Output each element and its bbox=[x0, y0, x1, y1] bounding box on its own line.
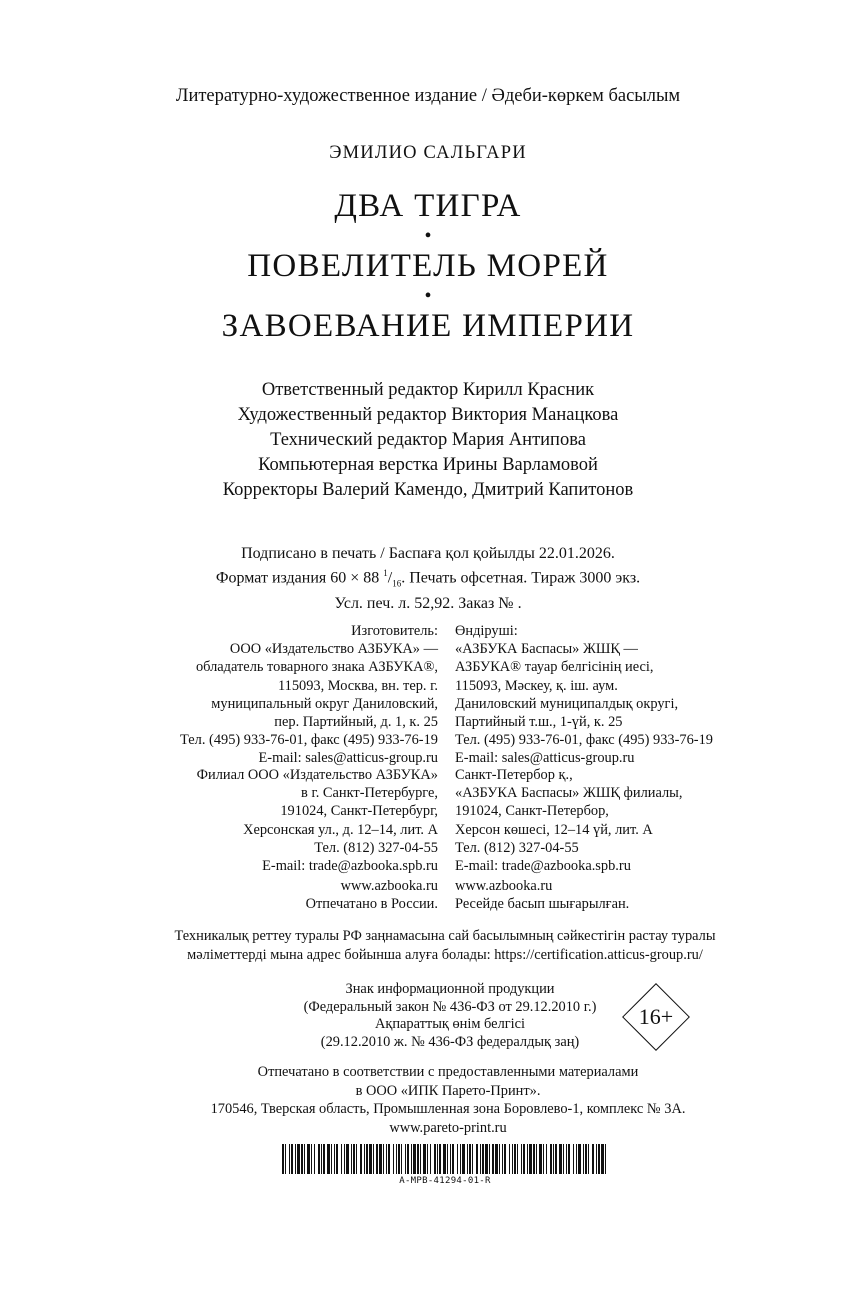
branch-ru-line: Тел. (812) 327-04-55 bbox=[314, 839, 438, 856]
barcode-bar bbox=[592, 1144, 594, 1174]
barcode-bar bbox=[321, 1144, 322, 1174]
age-rating-badge bbox=[622, 983, 690, 1051]
barcode-bar bbox=[401, 1144, 402, 1174]
barcode-bar bbox=[301, 1144, 303, 1174]
title-separator-2: • bbox=[424, 285, 432, 307]
editors-block bbox=[0, 378, 856, 503]
barcode-bar bbox=[423, 1144, 426, 1174]
barcode-bar bbox=[543, 1144, 544, 1174]
manufacturer-kz-line: Тел. (495) 933-76-01, факс (495) 933-76-19 bbox=[455, 732, 713, 749]
print-info-block bbox=[0, 544, 856, 613]
title-3: ЗАВОЕВАНИЕ ИМПЕРИИ bbox=[221, 308, 635, 344]
format-suffix: . Печать офсетная. Тираж 3000 экз. bbox=[401, 568, 641, 586]
barcode-bar bbox=[553, 1144, 554, 1174]
barcode-bar bbox=[480, 1144, 481, 1174]
barcode-bar bbox=[420, 1144, 421, 1174]
manufacturer-kz-line: 115093, Мәскеу, қ. іш. аум. bbox=[455, 677, 618, 694]
title-2: ПОВЕЛИТЕЛЬ МОРЕЙ bbox=[247, 248, 609, 284]
barcode-bar bbox=[460, 1144, 461, 1174]
age-rating-label: 16+ bbox=[638, 1004, 674, 1029]
barcode-bar bbox=[568, 1144, 570, 1174]
barcode-bar bbox=[504, 1144, 506, 1174]
manufacturer-kz-email: E-mail: sales@atticus-group.ru bbox=[455, 750, 635, 767]
barcode-bar bbox=[539, 1144, 542, 1174]
barcode-bar bbox=[285, 1144, 286, 1174]
barcode-bar bbox=[304, 1144, 305, 1174]
editor-line: Корректоры Валерий Камендо, Дмитрий Капитонов bbox=[222, 480, 634, 500]
info-sign-line: (29.12.2010 ж. № 436-ФЗ федералдық заң) bbox=[320, 1033, 580, 1050]
barcode-bar bbox=[373, 1144, 374, 1174]
barcode-bar bbox=[439, 1144, 441, 1174]
barcode-bar bbox=[353, 1144, 355, 1174]
barcode-bar bbox=[291, 1144, 293, 1174]
author-name: ЭМИЛИО САЛЬГАРИ bbox=[329, 143, 527, 163]
barcode-bar bbox=[523, 1144, 525, 1174]
barcode-bar bbox=[443, 1144, 446, 1174]
barcode-bar bbox=[407, 1144, 409, 1174]
manufacturer-kz-line: Даниловский муниципалдық округі, bbox=[455, 695, 679, 712]
info-sign-block bbox=[240, 981, 660, 1051]
barcode-bar bbox=[521, 1144, 522, 1174]
manufacturer-ru-line: муниципальный округ Даниловский, bbox=[211, 695, 438, 712]
site-kz bbox=[455, 877, 835, 913]
barcode-bar bbox=[388, 1144, 390, 1174]
genre-line: Литературно-художественное издание / Әдеби-көркем басылым bbox=[175, 86, 681, 106]
barcode-bar bbox=[327, 1144, 330, 1174]
branch-kz-line: Тел. (812) 327-04-55 bbox=[455, 839, 579, 856]
barcode-bar bbox=[457, 1144, 458, 1174]
manufacturer-kz-line: АЗБУКА® тауар белгісінің иесі, bbox=[455, 659, 654, 676]
manufacturer-kz bbox=[455, 622, 835, 768]
barcode-bar bbox=[334, 1144, 335, 1174]
barcode-bar bbox=[472, 1144, 473, 1174]
manufacturer-ru-line: ООО «Издательство АЗБУКА» — bbox=[229, 641, 438, 658]
barcode-bar bbox=[529, 1144, 532, 1174]
barcode-bar bbox=[462, 1144, 465, 1174]
tech-regulation bbox=[0, 927, 856, 964]
branch-kz bbox=[455, 766, 835, 875]
manufacturer-ru-line: Изготовитель: bbox=[351, 623, 438, 639]
title-separator-1: • bbox=[424, 225, 432, 247]
barcode-bar bbox=[550, 1144, 552, 1174]
barcode-bar bbox=[585, 1144, 587, 1174]
format-denominator: 16 bbox=[392, 578, 402, 589]
barcode-bar bbox=[447, 1144, 448, 1174]
info-sign-line: Ақпараттық өнім белгісі bbox=[374, 1016, 526, 1032]
editor-line: Художественный редактор Виктория Манацкова bbox=[237, 405, 619, 425]
barcode-bar bbox=[533, 1144, 535, 1174]
barcode-bar bbox=[469, 1144, 471, 1174]
barcode-bar bbox=[450, 1144, 451, 1174]
barcode-bar bbox=[578, 1144, 581, 1174]
branch-ru-line: 191024, Санкт-Петербург, bbox=[280, 803, 438, 820]
manufacturer-ru-line: Тел. (495) 933-76-01, факс (495) 933-76-19 bbox=[180, 732, 438, 749]
barcode-bar bbox=[336, 1144, 338, 1174]
info-sign-line: Знак информационной продукции bbox=[345, 981, 555, 997]
barcode-bar bbox=[476, 1144, 478, 1174]
barcode-bar bbox=[492, 1144, 494, 1174]
tech-regulation-line: мәліметтерді мына адрес бойынша алуға болады: https://certification.atticus-group.ru/ bbox=[187, 946, 703, 963]
barcode-bar bbox=[583, 1144, 584, 1174]
format-slash: / bbox=[387, 568, 393, 586]
printed-in-kz: Ресейде басып шығарылған. bbox=[455, 896, 630, 913]
barcode-bar bbox=[311, 1144, 312, 1174]
branch-ru-email: E-mail: trade@azbooka.spb.ru bbox=[262, 858, 438, 875]
barcode-bar bbox=[405, 1144, 406, 1174]
info-sign-line: (Федеральный закон № 436-ФЗ от 29.12.2010 г.) bbox=[303, 998, 597, 1015]
branch-ru-line: Филиал ООО «Издательство АЗБУКА» bbox=[196, 767, 438, 783]
barcode-bar bbox=[576, 1144, 577, 1174]
printer-line: в ООО «ИПК Парето-Принт». bbox=[355, 1082, 541, 1099]
barcode-bar bbox=[427, 1144, 428, 1174]
barcode-bar bbox=[383, 1144, 384, 1174]
barcode-bar bbox=[364, 1144, 365, 1174]
barcode-bar bbox=[297, 1144, 300, 1174]
barcode-bar bbox=[398, 1144, 400, 1174]
barcode-bar bbox=[393, 1144, 394, 1174]
barcode-bar bbox=[495, 1144, 498, 1174]
format-prefix: Формат издания 60 × 88 bbox=[215, 568, 384, 586]
barcode-bar bbox=[323, 1144, 325, 1174]
barcode-bar bbox=[366, 1144, 368, 1174]
branch-kz-line: Санкт-Петербор қ., bbox=[455, 767, 573, 783]
barcode-bar bbox=[282, 1144, 284, 1174]
editor-line: Компьютерная верстка Ирины Варламовой bbox=[258, 455, 598, 475]
manufacturer-kz-line: Партийный т.ш., 1-үй, к. 25 bbox=[455, 714, 623, 731]
barcode-bar bbox=[598, 1144, 600, 1174]
barcode-bar bbox=[411, 1144, 412, 1174]
barcode-bar bbox=[307, 1144, 310, 1174]
barcode-bar bbox=[434, 1144, 436, 1174]
branch-ru-line: Херсонская ул., д. 12–14, лит. А bbox=[243, 821, 438, 838]
printed-in-ru: Отпечатано в России. bbox=[305, 896, 438, 913]
barcode-bar bbox=[596, 1144, 597, 1174]
barcode-bar bbox=[413, 1144, 416, 1174]
editor-line: Технический редактор Мария Антипова bbox=[270, 430, 586, 450]
editor-line: Ответственный редактор Кирилл Красник bbox=[261, 380, 595, 400]
branch-kz-line: 191024, Санкт-Петербор, bbox=[455, 803, 609, 820]
website-ru: www.azbooka.ru bbox=[340, 878, 438, 894]
barcode-bar bbox=[351, 1144, 352, 1174]
barcode-bar bbox=[376, 1144, 378, 1174]
manufacturer-ru-line: обладатель товарного знака АЗБУКА®, bbox=[195, 659, 438, 676]
barcode-bar bbox=[563, 1144, 564, 1174]
format-line bbox=[0, 564, 856, 594]
barcode-bar bbox=[467, 1144, 468, 1174]
manufacturer-ru-line: пер. Партийный, д. 1, к. 25 bbox=[274, 714, 438, 731]
signed-date: Подписано в печать / Баспаға қол қойылды 22.01.2026. bbox=[241, 545, 615, 562]
website-kz: www.azbooka.ru bbox=[455, 878, 553, 894]
barcode-bar bbox=[555, 1144, 557, 1174]
format-numerator: 1 bbox=[383, 567, 388, 578]
printer-website: www.pareto-print.ru bbox=[389, 1119, 507, 1136]
barcode-bar bbox=[588, 1144, 589, 1174]
barcode-bar bbox=[536, 1144, 537, 1174]
branch-ru bbox=[0, 766, 438, 875]
branch-kz-line: Херсон көшесі, 12–14 үй, лит. А bbox=[455, 821, 653, 838]
barcode-bar bbox=[344, 1144, 345, 1174]
barcode-bar bbox=[396, 1144, 397, 1174]
barcode-bar bbox=[601, 1144, 604, 1174]
barcode-bar bbox=[360, 1144, 362, 1174]
tech-regulation-line: Техникалық реттеу туралы РФ заңнамасына сай басылымның сәйкестігін растау туралы bbox=[174, 928, 716, 944]
barcode-bar bbox=[314, 1144, 315, 1174]
barcode-bar bbox=[546, 1144, 547, 1174]
barcode-bar bbox=[331, 1144, 332, 1174]
barcode-bar bbox=[318, 1144, 320, 1174]
manufacturer-kz-line: «АЗБУКА Баспасы» ЖШҚ — bbox=[455, 641, 638, 658]
barcode-bar bbox=[437, 1144, 438, 1174]
printer-line: 170546, Тверская область, Промышленная зона Боровлево-1, комплекс № 3А. bbox=[210, 1101, 686, 1117]
titles-block bbox=[0, 186, 856, 346]
barcode-icon bbox=[282, 1144, 608, 1174]
barcode-bar bbox=[489, 1144, 490, 1174]
barcode-bar bbox=[346, 1144, 349, 1174]
sheets-line: Усл. печ. л. 52,92. Заказ № . bbox=[334, 594, 522, 612]
barcode-bar bbox=[509, 1144, 510, 1174]
manufacturer-kz-line: Өндіруші: bbox=[455, 623, 518, 639]
barcode-bar bbox=[482, 1144, 484, 1174]
barcode-bar bbox=[386, 1144, 387, 1174]
manufacturer-ru bbox=[0, 622, 438, 768]
barcode-bar bbox=[517, 1144, 518, 1174]
barcode-bar bbox=[512, 1144, 513, 1174]
site-ru bbox=[0, 877, 438, 913]
barcode-bar bbox=[341, 1144, 342, 1174]
barcode-bar bbox=[559, 1144, 562, 1174]
barcode-bar bbox=[566, 1144, 567, 1174]
barcode-bar bbox=[452, 1144, 454, 1174]
manufacturer-ru-email: E-mail: sales@atticus-group.ru bbox=[258, 750, 438, 767]
barcode-bar bbox=[356, 1144, 357, 1174]
branch-kz-line: «АЗБУКА Баспасы» ЖШҚ филиалы, bbox=[455, 785, 683, 802]
barcode-bar bbox=[514, 1144, 516, 1174]
barcode-bar bbox=[379, 1144, 382, 1174]
barcode-code: A-MPB-41294-01-R bbox=[399, 1176, 491, 1186]
branch-ru-line: в г. Санкт-Петербурге, bbox=[301, 785, 438, 802]
barcode-bar bbox=[417, 1144, 419, 1174]
barcode-bar bbox=[430, 1144, 431, 1174]
barcode-bar bbox=[499, 1144, 500, 1174]
title-1: ДВА ТИГРА bbox=[334, 188, 522, 224]
barcode-bar bbox=[502, 1144, 503, 1174]
printer-line: Отпечатано в соответствии с предоставленными материалами bbox=[257, 1064, 639, 1080]
branch-kz-email: E-mail: trade@azbooka.spb.ru bbox=[455, 858, 631, 875]
barcode-bar bbox=[295, 1144, 296, 1174]
manufacturer-ru-line: 115093, Москва, вн. тер. г. bbox=[277, 677, 438, 694]
barcode-bar bbox=[573, 1144, 574, 1174]
barcode-bar bbox=[485, 1144, 488, 1174]
barcode-bar bbox=[605, 1144, 606, 1174]
barcode-bar bbox=[369, 1144, 372, 1174]
printer-block bbox=[0, 1063, 856, 1137]
barcode-bar bbox=[289, 1144, 290, 1174]
barcode-bar bbox=[527, 1144, 528, 1174]
